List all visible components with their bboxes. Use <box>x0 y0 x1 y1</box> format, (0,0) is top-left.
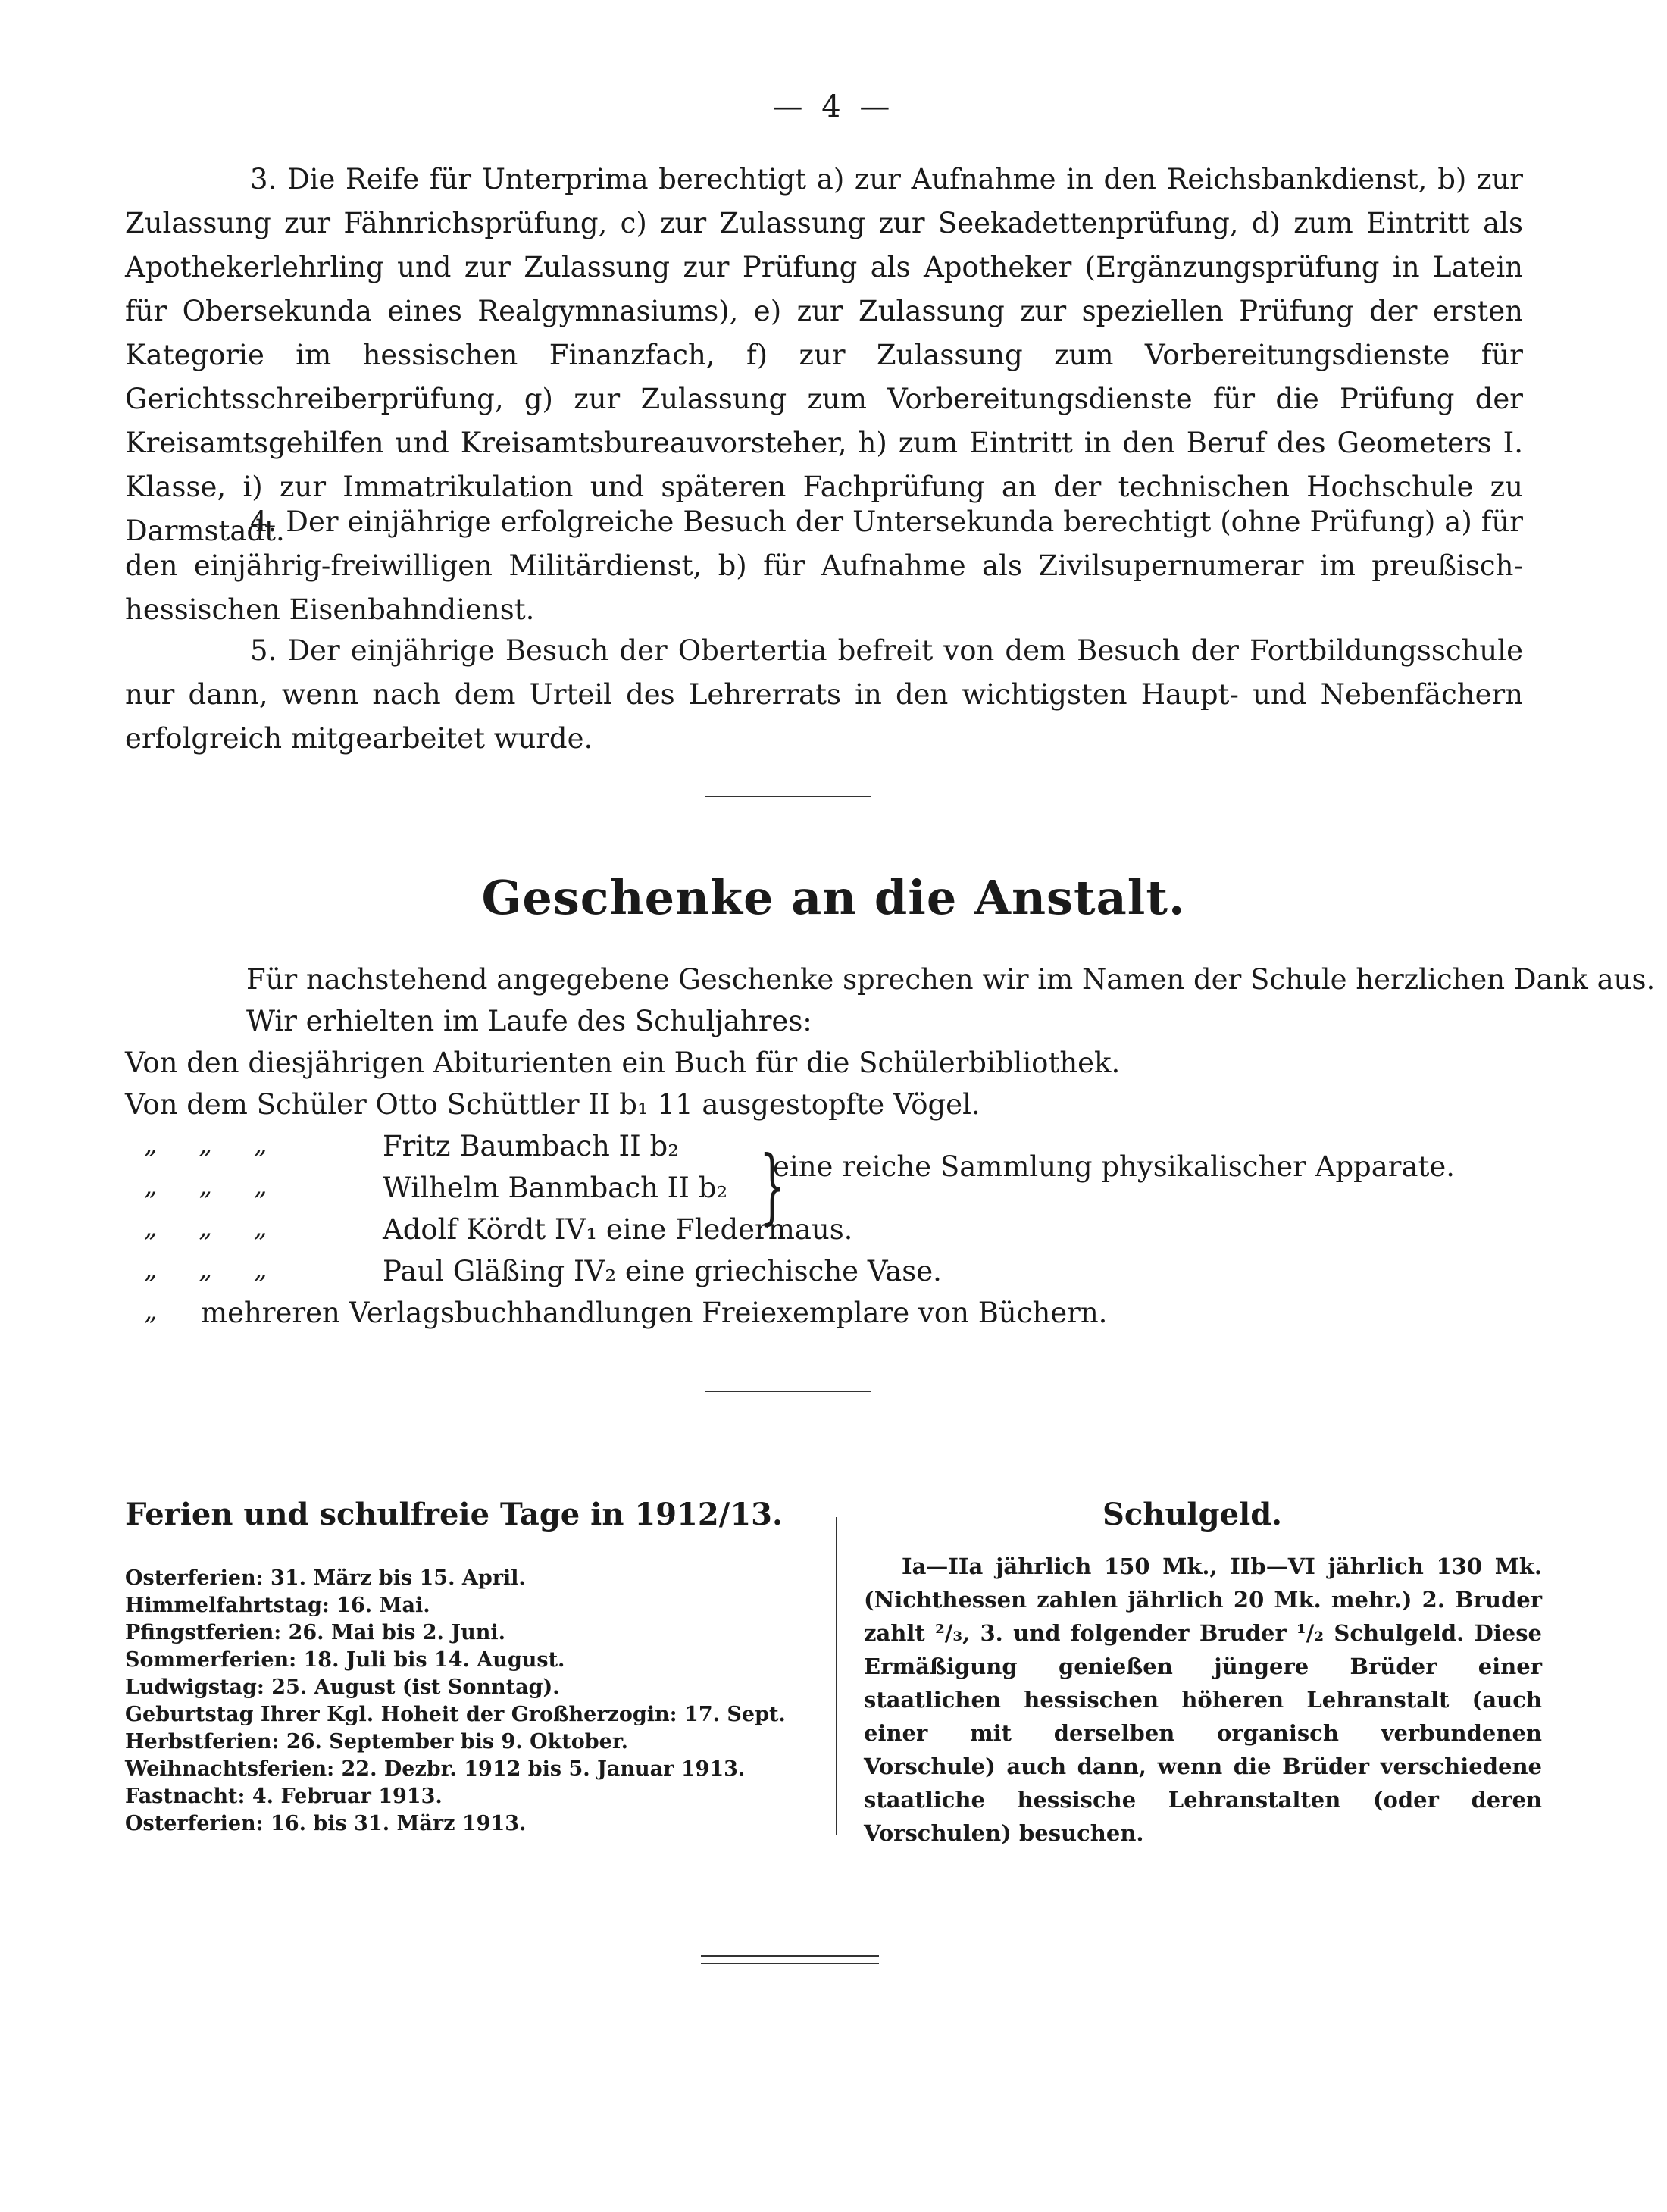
page-number: — 4 — <box>772 89 895 124</box>
gift-line-verlage: mehreren Verlagsbuchhandlungen Freiexemplare von Büchern. <box>201 1297 1108 1329</box>
paragraph-4-text: 4. Der einjährige erfolgreiche Besuch der Untersekunda berechtigt (ohne Prüfung) a) für den einjährig-freiwilligen Militärdienst, b) für Aufnahme als Zivilsupernumerar im preußisch-hessischen Eisenbahndienst. <box>125 505 1523 626</box>
holiday-item: Sommerferien: 18. Juli bis 14. August. <box>125 1648 565 1672</box>
holiday-item: Geburtstag Ihrer Kgl. Hoheit der Großherzogin: 17. Sept. <box>125 1703 786 1726</box>
end-rule-top <box>701 1955 879 1957</box>
holiday-item: Osterferien: 16. bis 31. März 1913. <box>125 1812 527 1835</box>
paragraph-3-text: 3. Die Reife für Unterprima berechtigt a) zur Aufnahme in den Reichsbankdienst, b) zur Zulassung zur Fähnrichsprüfung, c) zur Zulassung zur Seekadettenprüfung, d) zum Eintritt als Apothekerlehrling und zur Zulassung zur Prüfung als Apotheker (Ergänzungsprüfung in Latein für Obersekunda eines Realgymnasiums), e) zur Zulassung zur speziellen Prüfung der ersten Kategorie im hessischen Finanzfach, f) zur Zulassung zum Vorbereitungsdienste für Gerichtsschreiberprüfung, g) zur Zulassung zum Vorbereitungsdienste für die Prüfung der Kreisamtsgehilfen und Kreisamtsbureauvorsteher, h) zum Eintritt in den Beruf des Geometers I. Klasse, i) zur Immatrikulation und späteren Fachprüfung an der technischen Hochschule zu Darmstadt. <box>125 163 1523 547</box>
holiday-item: Himmelfahrtstag: 16. Mai. <box>125 1594 430 1617</box>
ditto-mark: „ <box>144 1296 158 1326</box>
fees-text: Ia—IIa jährlich 150 Mk., IIb—VI jährlich 130 Mk. (Nichthessen zahlen jährlich 20 Mk. mehr.) 2. Bruder zahlt ²/₃, 3. und folgender Bruder ¹/₂ Schulgeld. Diese Ermäßigung genießen jüngere Brüder einer staatlichen hessischen höheren Lehranstalt (auch einer mit derselben organisch verbundenen Vorschule) auch dann, wenn die Brüder verschiedene staatliche hessische Lehranstalten (oder deren Vorschulen) besuchen. <box>864 1553 1542 1846</box>
ditto-marks: „ „ „ <box>144 1171 267 1201</box>
ditto-marks: „ „ „ <box>144 1212 267 1243</box>
gift-physics-apparatus: eine reiche Sammlung physikalischer Apparate. <box>773 1150 1456 1183</box>
gift-line-baumbach: Fritz Baumbach II b₂ <box>383 1130 680 1162</box>
paragraph-3 <box>125 158 1523 553</box>
holiday-item: Fastnacht: 4. Februar 1913. <box>125 1785 443 1808</box>
gift-line-schuettler: Von dem Schüler Otto Schüttler II b₁ 11 ausgestopfte Vögel. <box>125 1088 980 1121</box>
holiday-item: Weihnachtsferien: 22. Dezbr. 1912 bis 5. Januar 1913. <box>125 1757 746 1781</box>
holiday-item: Pfingstferien: 26. Mai bis 2. Juni. <box>125 1621 505 1644</box>
column-divider <box>836 1517 837 1835</box>
gift-line-banmbach: Wilhelm Banmbach II b₂ <box>383 1172 728 1204</box>
paragraph-4 <box>125 500 1523 632</box>
section-divider <box>705 796 871 797</box>
holidays-list <box>125 1565 786 1838</box>
fees-text-block <box>864 1550 1542 1850</box>
gifts-title: Geschenke an die Anstalt. <box>481 870 1186 925</box>
gift-line-abiturienten: Von den diesjährigen Abiturienten ein Buch für die Schülerbibliothek. <box>125 1047 1121 1079</box>
ditto-marks: „ „ „ <box>144 1129 267 1159</box>
holiday-item: Osterferien: 31. März bis 15. April. <box>125 1566 526 1590</box>
gift-line-glaessing: Paul Gläßing IV₂ eine griechische Vase. <box>383 1255 942 1287</box>
section-divider <box>705 1391 871 1392</box>
ditto-marks: „ „ „ <box>144 1254 267 1284</box>
holiday-item: Ludwigstag: 25. August (ist Sonntag). <box>125 1675 560 1699</box>
holiday-item: Herbstferien: 26. September bis 9. Oktober. <box>125 1730 628 1754</box>
gifts-intro: Für nachstehend angegebene Geschenke sprechen wir im Namen der Schule herzlichen Dank aus. <box>246 963 1656 996</box>
curly-brace: } <box>759 1139 786 1234</box>
paragraph-5 <box>125 629 1523 761</box>
gifts-received: Wir erhielten im Laufe des Schuljahres: <box>246 1005 812 1037</box>
gift-line-koerdt: Adolf Kördt IV₁ eine Fledermaus. <box>383 1213 853 1246</box>
holidays-title: Ferien und schulfreie Tage in 1912/13. <box>125 1497 783 1532</box>
end-rule-bottom <box>701 1963 879 1964</box>
fees-title: Schulgeld. <box>1102 1497 1283 1532</box>
paragraph-5-text: 5. Der einjährige Besuch der Obertertia befreit von dem Besuch der Fortbildungsschule nur dann, wenn nach dem Urteil des Lehrerrats in den wichtigsten Haupt- und Nebenfächern erfolgreich mitgearbeitet wurde. <box>125 634 1523 755</box>
